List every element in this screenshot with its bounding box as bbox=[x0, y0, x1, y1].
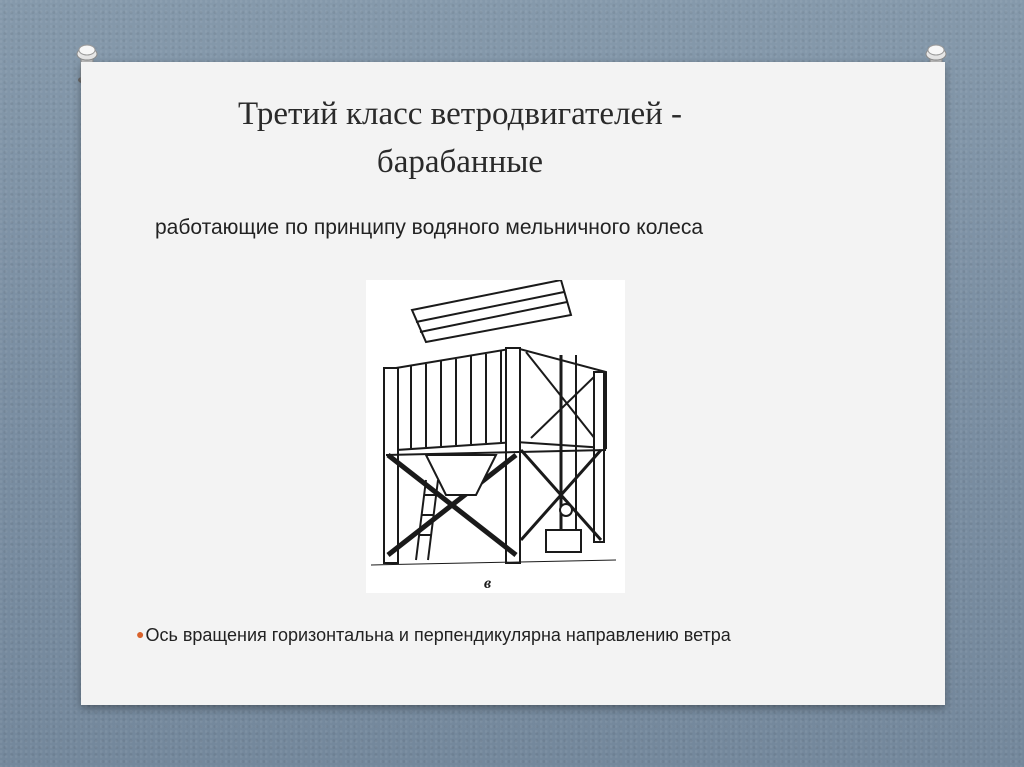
title-line-1: Третий класс ветродвигателей - bbox=[237, 96, 683, 132]
drum-windmill-illustration bbox=[366, 280, 625, 593]
title-line-2: барабанные bbox=[376, 144, 544, 180]
drum-windmill-drawing bbox=[366, 280, 625, 593]
slide-subtitle: работающие по принципу водяного мельничного колеса bbox=[155, 216, 704, 239]
slide-title bbox=[130, 90, 790, 186]
figure-caption-letter: в bbox=[484, 575, 492, 592]
bullet-text: Ось вращения горизонтальна и перпендикулярна направлению ветра bbox=[145, 625, 731, 645]
bullet-dot-icon: ● bbox=[136, 626, 145, 642]
bullet-item bbox=[136, 625, 916, 646]
